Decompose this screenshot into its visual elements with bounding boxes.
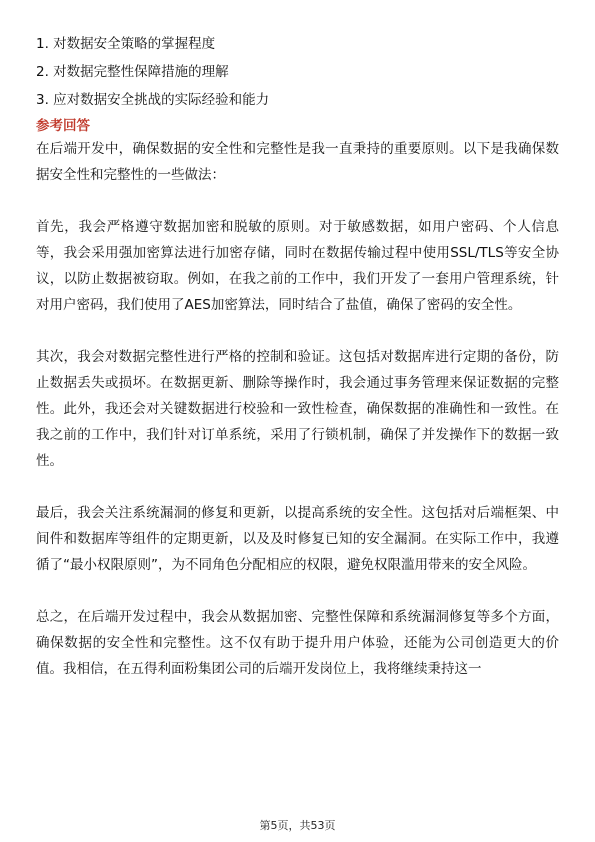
paragraph: 总之，在后端开发过程中，我会从数据加密、完整性保障和系统漏洞修复等多个方面，确保数据的安全性和完整性。这不仅有助于提升用户体验，还能为公司创造更大的价值。我相信，在五得利面粉集团公司的后端开发岗位上，我将继续秉持这一 [36, 609, 559, 677]
paragraph: 最后，我会关注系统漏洞的修复和更新，以提高系统的安全性。这包括对后端框架、中间件和数据库等组件的定期更新，以及及时修复已知的安全漏洞。在实际工作中，我遵循了“最小权限原则”，为不同角色分配相应的权限，避免权限滥用带来的安全风险。 [36, 505, 559, 573]
list-item: 2. 对数据完整性保障措施的理解 [36, 64, 229, 80]
paragraph: 首先，我会严格遵守数据加密和脱敏的原则。对于敏感数据，如用户密码、个人信息等，我会采用强加密算法进行加密存储，同时在数据传输过程中使用SSL/TLS等安全协议，以防止数据被窃取。例如，在我之前的工作中，我们开发了一套用户管理系统，针对用户密码，我们使用了AES加密算法，同时结合了盐值，确保了密码的安全性。 [36, 219, 559, 313]
list-item: 1. 对数据安全策略的掌握程度 [36, 36, 216, 52]
paragraph: 在后端开发中，确保数据的安全性和完整性是我一直秉持的重要原则。以下是我确保数据安全性和完整性的一些做法： [36, 141, 559, 183]
evaluation-list [36, 30, 559, 114]
page-number: 第5页，共53页 [259, 819, 336, 832]
list-item: 3. 应对数据安全挑战的实际经验和能力 [36, 92, 270, 108]
paragraph: 其次，我会对数据完整性进行严格的控制和验证。这包括对数据库进行定期的备份，防止数据丢失或损坏。在数据更新、删除等操作时，我会通过事务管理来保证数据的完整性。此外，我还会对关键数据进行校验和一致性检查，确保数据的准确性和一致性。在我之前的工作中，我们针对订单系统，采用了行锁机制，确保了并发操作下的数据一致性。 [36, 349, 559, 469]
answer-body [36, 136, 559, 682]
section-title: 参考回答 [36, 118, 90, 134]
page-content [36, 30, 559, 682]
